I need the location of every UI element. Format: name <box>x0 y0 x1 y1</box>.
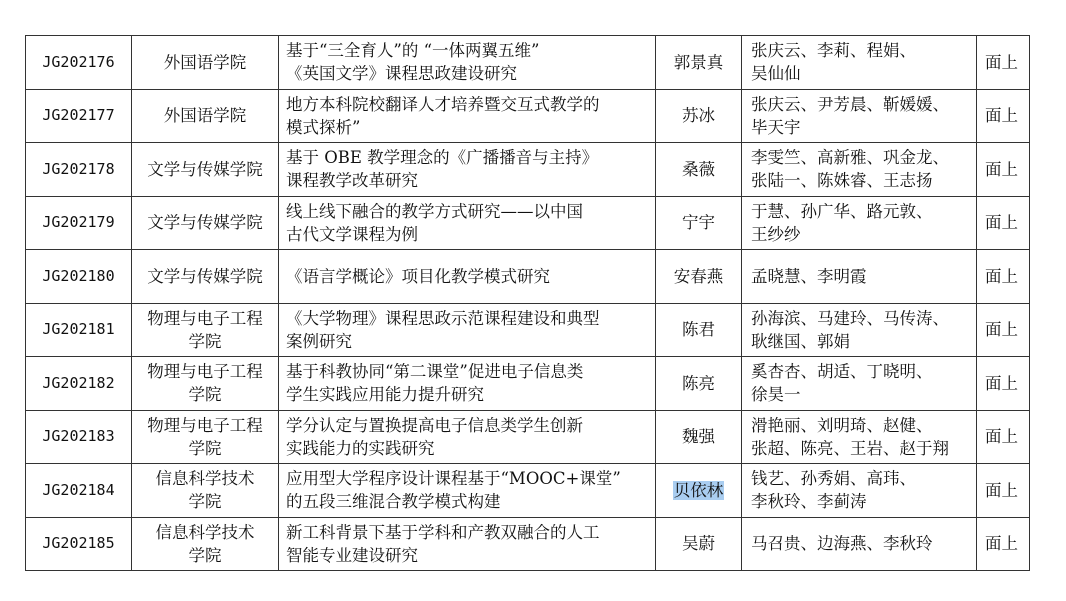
project-type-cell <box>977 143 1030 197</box>
members-cell-line: 张庆云、尹芳晨、靳媛媛、 <box>751 94 949 114</box>
members-cell-line: 钱艺、孙秀娟、高玮、 <box>751 469 916 489</box>
table-row <box>26 517 1030 571</box>
project-code-cell-text: JG202183 <box>42 427 115 446</box>
project-type-cell-text: 面上 <box>985 106 1018 126</box>
project-title-cell <box>279 250 656 304</box>
project-title-cell-line: 基于科教协同“第二课堂”促进电子信息类 <box>286 362 584 382</box>
members-cell-line: 张陆一、陈姝睿、王志扬 <box>751 171 933 191</box>
project-code-cell <box>26 250 132 304</box>
project-code-cell <box>26 36 132 90</box>
host-cell <box>656 357 742 411</box>
project-title-cell-line: 实践能力的实践研究 <box>286 438 435 458</box>
project-title-cell-line: 《语言学概论》项目化教学模式研究 <box>286 266 550 286</box>
college-cell-line: 学院 <box>188 545 222 565</box>
project-title-cell <box>279 303 656 357</box>
project-type-cell <box>977 464 1030 518</box>
project-title-cell <box>279 196 656 250</box>
project-title-cell-line: 的五段三维混合教学模式构建 <box>286 492 501 512</box>
host-cell <box>656 517 742 571</box>
members-cell <box>742 303 977 357</box>
college-cell <box>132 250 279 304</box>
members-cell-line: 奚杏杏、胡适、丁晓明、 <box>751 362 933 382</box>
project-code-cell <box>26 89 132 143</box>
project-type-cell-text: 面上 <box>985 52 1018 72</box>
project-type-cell-text: 面上 <box>985 159 1018 179</box>
project-type-cell-text: 面上 <box>985 213 1018 233</box>
members-cell <box>742 196 977 250</box>
members-cell-line: 张庆云、李莉、程娟、 <box>751 41 916 61</box>
college-cell-line: 物理与电子工程 <box>147 362 263 382</box>
project-title-cell <box>279 517 656 571</box>
project-title-cell-line: 学生实践应用能力提升研究 <box>286 385 484 405</box>
college-cell <box>132 517 279 571</box>
project-type-cell-text: 面上 <box>985 427 1018 447</box>
project-code-cell-text: JG202181 <box>42 320 115 339</box>
members-cell <box>742 464 977 518</box>
host-cell <box>656 36 742 90</box>
host-cell-text: 宁宇 <box>682 213 715 233</box>
college-cell-line: 信息科学技术 <box>155 522 255 542</box>
project-code-cell <box>26 464 132 518</box>
project-code-cell-text: JG202176 <box>42 52 115 71</box>
project-type-cell-text: 面上 <box>985 373 1018 393</box>
host-cell <box>656 303 742 357</box>
college-cell <box>132 464 279 518</box>
project-code-cell-text: JG202182 <box>42 373 115 392</box>
college-cell-line: 文学与传媒学院 <box>147 266 263 286</box>
project-title-cell <box>279 143 656 197</box>
project-code-cell <box>26 357 132 411</box>
project-title-cell-line: 智能专业建设研究 <box>286 545 418 565</box>
college-cell-line: 物理与电子工程 <box>147 308 263 328</box>
members-cell-line: 孟晓慧、李明霞 <box>751 266 867 286</box>
college-cell-line: 物理与电子工程 <box>147 415 263 435</box>
table-row <box>26 464 1030 518</box>
college-cell-line: 学院 <box>188 492 222 512</box>
host-cell <box>656 464 742 518</box>
project-type-cell <box>977 303 1030 357</box>
project-title-cell-line: 《英国文学》课程思政建设研究 <box>286 64 517 84</box>
members-cell <box>742 357 977 411</box>
project-title-cell-line: 线上线下融合的教学方式研究——以中国 <box>286 201 583 221</box>
host-text-selected: 贝依林 <box>673 480 724 500</box>
members-cell <box>742 143 977 197</box>
project-title-cell <box>279 410 656 464</box>
college-cell <box>132 143 279 197</box>
host-cell-text: 魏强 <box>682 427 715 447</box>
project-code-cell-text: JG202177 <box>42 106 115 125</box>
project-title-cell <box>279 36 656 90</box>
table-row <box>26 196 1030 250</box>
members-cell-line: 李雯竺、高新雅、巩金龙、 <box>751 148 949 168</box>
table-row <box>26 143 1030 197</box>
project-type-cell-text: 面上 <box>985 534 1018 554</box>
host-cell <box>656 89 742 143</box>
project-type-cell <box>977 517 1030 571</box>
project-title-cell <box>279 464 656 518</box>
project-title-cell-line: 古代文学课程为例 <box>286 224 418 244</box>
host-cell-text: 安春燕 <box>673 266 724 286</box>
college-cell <box>132 36 279 90</box>
project-code-cell <box>26 517 132 571</box>
project-code-cell-text: JG202185 <box>42 534 115 553</box>
project-type-cell <box>977 196 1030 250</box>
college-cell-line: 学院 <box>188 385 222 405</box>
college-cell <box>132 89 279 143</box>
project-type-cell <box>977 250 1030 304</box>
project-type-cell <box>977 357 1030 411</box>
members-cell-line: 张超、陈亮、王岩、赵于翔 <box>751 438 949 458</box>
project-title-cell-line: 模式探析” <box>286 117 361 137</box>
project-code-cell <box>26 303 132 357</box>
host-cell <box>656 143 742 197</box>
table-row <box>26 89 1030 143</box>
host-cell-text: 郭景真 <box>673 52 724 72</box>
members-cell <box>742 89 977 143</box>
table-row <box>26 36 1030 90</box>
project-title-cell-line: 基于 OBE 教学理念的《广播播音与主持》 <box>286 148 599 168</box>
project-type-cell <box>977 89 1030 143</box>
host-cell <box>656 250 742 304</box>
host-cell-text: 陈亮 <box>682 373 715 393</box>
project-code-cell-text: JG202179 <box>42 213 115 232</box>
table-row <box>26 250 1030 304</box>
host-cell <box>656 410 742 464</box>
project-title-cell-line: 地方本科院校翻译人才培养暨交互式教学的 <box>286 94 600 114</box>
college-cell <box>132 196 279 250</box>
college-cell-line: 外国语学院 <box>163 106 247 126</box>
table-row <box>26 410 1030 464</box>
project-title-cell <box>279 89 656 143</box>
project-code-cell <box>26 410 132 464</box>
members-cell-line: 徐昊一 <box>751 385 801 405</box>
project-code-cell-text: JG202184 <box>42 480 115 499</box>
host-cell-text: 吴蔚 <box>682 534 715 554</box>
project-type-cell-text: 面上 <box>985 480 1018 500</box>
members-cell-line: 毕天宇 <box>751 117 801 137</box>
members-cell <box>742 250 977 304</box>
project-table-body <box>26 36 1030 571</box>
host-cell-text: 苏冰 <box>682 106 715 126</box>
college-cell-line: 外国语学院 <box>163 52 247 72</box>
college-cell <box>132 410 279 464</box>
members-cell <box>742 36 977 90</box>
project-title-cell <box>279 357 656 411</box>
members-cell-line: 滑艳丽、刘明琦、赵健、 <box>751 415 933 435</box>
members-cell <box>742 517 977 571</box>
project-type-cell-text: 面上 <box>985 320 1018 340</box>
members-cell <box>742 410 977 464</box>
host-cell-text: 桑薇 <box>682 159 715 179</box>
host-cell-text: 陈君 <box>682 320 715 340</box>
college-cell-line: 信息科学技术 <box>155 469 255 489</box>
project-code-cell-text: JG202180 <box>42 266 115 285</box>
project-title-cell-line: 基于“三全育人”的 “一体两翼五维” <box>286 41 540 61</box>
project-title-cell-line: 案例研究 <box>286 331 352 351</box>
project-title-cell-line: 学分认定与置换提高电子信息类学生创新 <box>286 415 583 435</box>
host-cell <box>656 196 742 250</box>
members-cell-line: 王纱纱 <box>751 224 801 244</box>
members-cell-line: 吴仙仙 <box>751 64 801 84</box>
project-title-cell-line: 应用型大学程序设计课程基于“MOOC+课堂” <box>286 469 621 489</box>
members-cell-line: 耿继国、郭娟 <box>751 331 850 351</box>
college-cell <box>132 357 279 411</box>
project-code-cell-text: JG202178 <box>42 159 115 178</box>
project-type-cell <box>977 410 1030 464</box>
table-row <box>26 303 1030 357</box>
project-table <box>25 35 1030 571</box>
table-row <box>26 357 1030 411</box>
project-code-cell <box>26 143 132 197</box>
project-title-cell-line: 《大学物理》课程思政示范课程建设和典型 <box>286 308 600 328</box>
college-cell <box>132 303 279 357</box>
college-cell-line: 学院 <box>188 331 222 351</box>
members-cell-line: 孙海滨、马建玲、马传涛、 <box>751 308 949 328</box>
members-cell-line: 李秋玲、李蓟涛 <box>751 492 867 512</box>
college-cell-line: 文学与传媒学院 <box>147 213 263 233</box>
project-type-cell <box>977 36 1030 90</box>
members-cell-line: 马召贵、边海燕、李秋玲 <box>751 534 933 554</box>
project-title-cell-line: 课程教学改革研究 <box>286 171 418 191</box>
college-cell-line: 学院 <box>188 438 222 458</box>
project-code-cell <box>26 196 132 250</box>
members-cell-line: 于慧、孙广华、路元敦、 <box>751 201 933 221</box>
college-cell-line: 文学与传媒学院 <box>147 159 263 179</box>
project-title-cell-line: 新工科背景下基于学科和产教双融合的人工 <box>286 522 600 542</box>
project-type-cell-text: 面上 <box>985 266 1018 286</box>
